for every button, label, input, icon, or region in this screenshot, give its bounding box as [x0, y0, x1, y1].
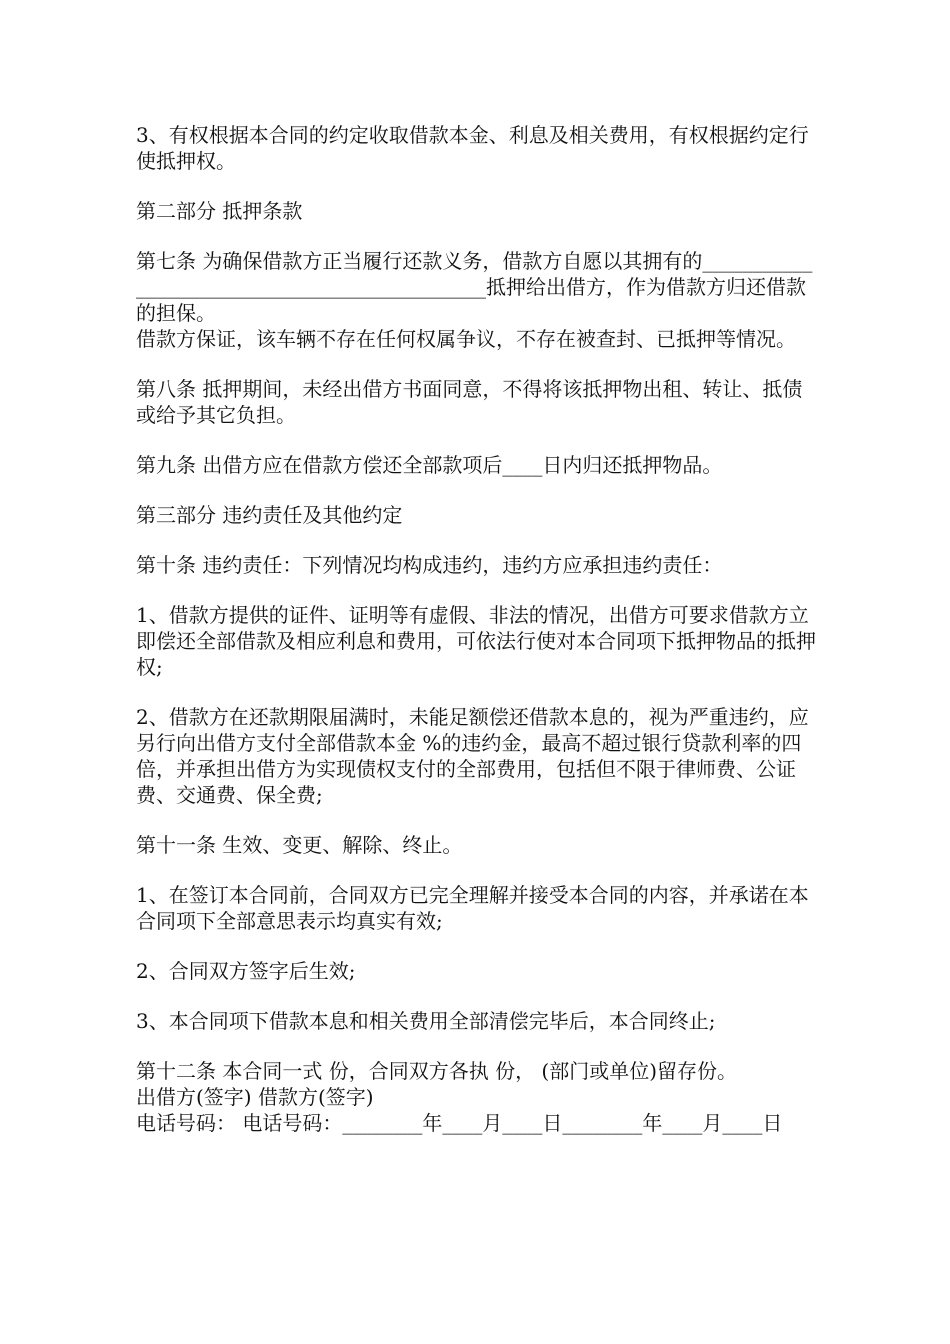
article-11-item-2: 2、合同双方签字后生效;	[136, 959, 356, 983]
document-page	[136, 122, 816, 1136]
article-11: 第十一条 生效、变更、解除、终止。	[136, 833, 463, 857]
section-heading-part-3: 第三部分 违约责任及其他约定	[136, 503, 403, 527]
article-10: 第十条 违约责任：下列情况均构成违约，违约方应承担违约责任：	[136, 553, 723, 577]
article-12: 第十二条 本合同一式 份，合同双方各执 份， (部门或单位)留存份。	[136, 1059, 738, 1083]
article-10-item-2: 2、借款方在还款期限届满时，未能足额偿还借款本息的，视为严重违约，应另行向出借方支付全部借款本金 %的违约金，最高不超过银行贷款利率的四倍，并承担出借方为实现债权支付的全部费用，包括但不限于律师费、公证费、交通费、保全费;	[136, 705, 809, 807]
article-7: 第七条 为确保借款方正当履行还款义务，借款方自愿以其拥有的______________________________________________抵押给出借方，作为借款方归还借款的担保。	[136, 249, 813, 325]
phone-date-line: 电话号码： 电话号码：________年____月____日________年____月____日	[136, 1111, 783, 1135]
article-11-item-1: 1、在签订本合同前，合同双方已完全理解并接受本合同的内容，并承诺在本合同项下全部意思表示均真实有效;	[136, 883, 809, 933]
article-11-item-3: 3、本合同项下借款本息和相关费用全部清偿完毕后，本合同终止;	[136, 1009, 716, 1033]
article-8: 第八条 抵押期间，未经出借方书面同意，不得将该抵押物出租、转让、抵债或给予其它负担。	[136, 377, 803, 427]
signature-line: 出借方(签字) 借款方(签字)	[136, 1085, 374, 1109]
article-10-item-1: 1、借款方提供的证件、证明等有虚假、非法的情况，出借方可要求借款方立即偿还全部借款及相应利息和费用，可依法行使对本合同项下抵押物品的抵押权;	[136, 603, 816, 679]
section-heading-part-2: 第二部分 抵押条款	[136, 199, 303, 223]
article-9: 第九条 出借方应在借款方偿还全部款项后____日内归还抵押物品。	[136, 453, 723, 477]
paragraph-creditor-right-3: 3、有权根据本合同的约定收取借款本金、利息及相关费用，有权根据约定行使抵押权。	[136, 123, 809, 173]
borrower-guarantee: 借款方保证，该车辆不存在任何权属争议，不存在被查封、已抵押等情况。	[136, 327, 796, 351]
